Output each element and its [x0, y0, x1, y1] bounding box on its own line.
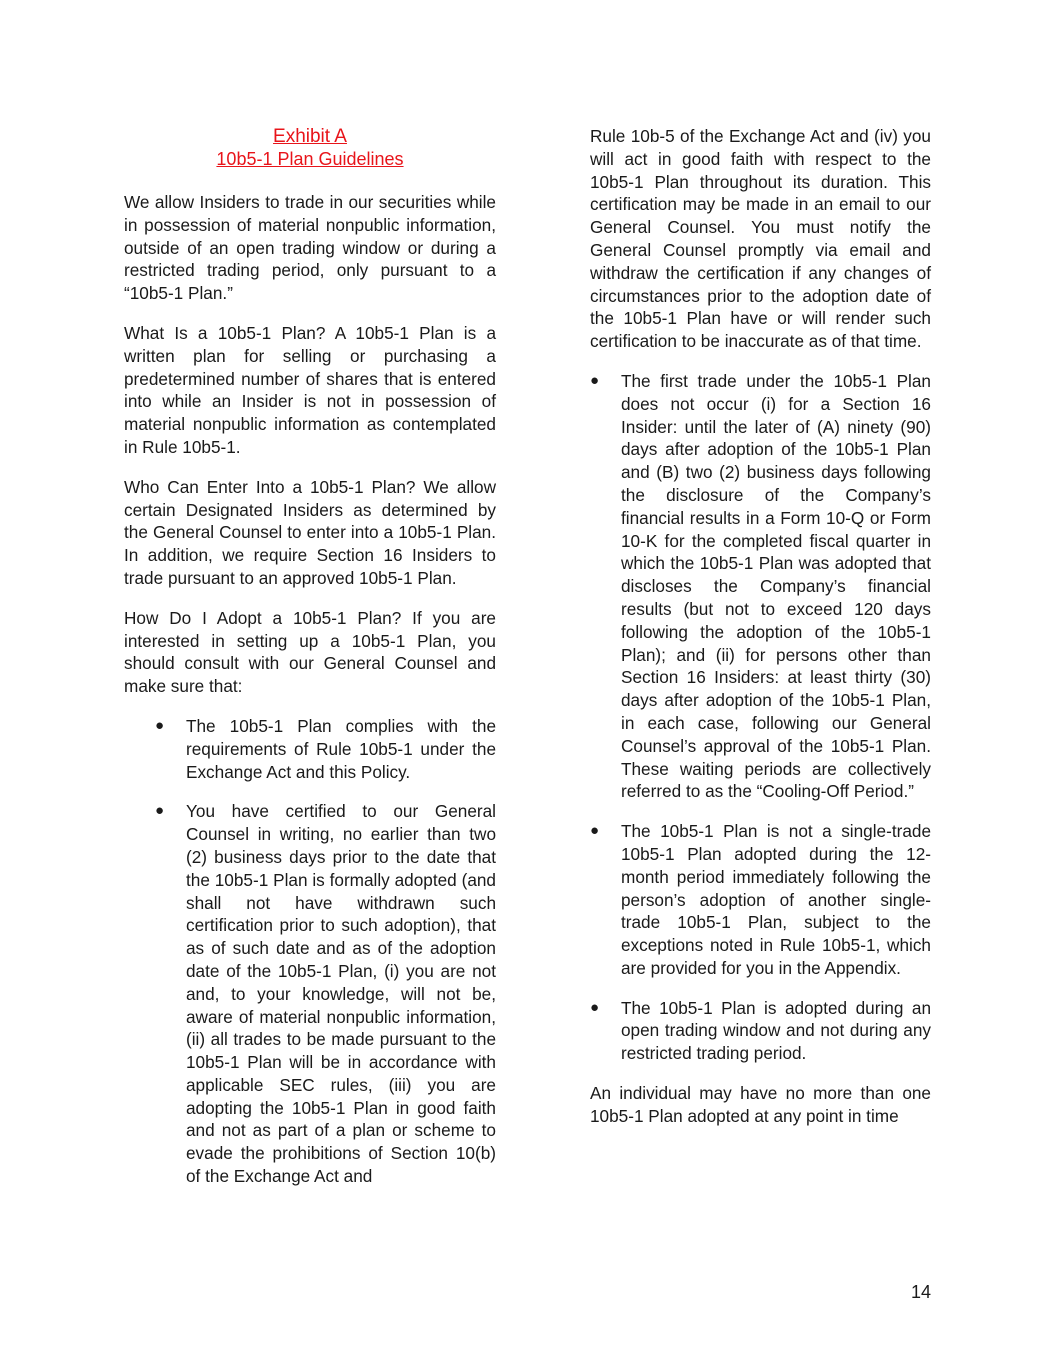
list-item-text: The 10b5-1 Plan complies with the requirements of Rule 10b5-1 under the Exchange Act and this Policy.	[186, 715, 496, 782]
list-item-text: You have certified to our General Counsel in writing, no earlier than two (2) business days prior to the date that the 10b5-1 Plan is formally adopted (and shall not have withdrawn such certification prior to such adoption), that as of such date and as of the adoption date of the 10b5-1 Plan, (i) you are not and, to your knowledge, will not be, aware of material nonpublic information, (ii) all trades to be made pursuant to the 10b5-1 Plan will be in accordance with applicable SEC rules, (iii) you are adopting the 10b5-1 Plan in good faith and not as part of a plan or scheme to evade the prohibitions of Section 10(b) of the Exchange Act and	[186, 801, 496, 1187]
intro-paragraph: We allow Insiders to trade in our securities while in possession of material nonpublic information, outside of an open trading window or during a restricted trading period, only pursuant to a “10b5-1 Plan.”	[124, 192, 496, 304]
list-item	[124, 800, 496, 1188]
what-is-paragraph: What Is a 10b5-1 Plan? A 10b5-1 Plan is a written plan for selling or purchasing a predetermined number of shares that is entered into while an Insider is not in possession of material nonpublic information as contemplated in Rule 10b5-1.	[124, 322, 496, 457]
left-bullet-list	[124, 715, 496, 1188]
list-item-text: The 10b5-1 Plan is adopted during an open trading window and not during any restricted trading period.	[621, 997, 931, 1064]
list-item	[590, 820, 931, 980]
list-item	[590, 997, 931, 1065]
bullet-icon: ●	[155, 716, 165, 734]
right-column	[590, 125, 931, 1145]
left-column	[124, 125, 496, 1205]
bullet-icon: ●	[590, 822, 600, 840]
how-adopt-paragraph: How Do I Adopt a 10b5-1 Plan? If you are interested in setting up a 10b5-1 Plan, you should consult with our General Counsel and make sure that:	[124, 607, 496, 697]
list-item	[590, 370, 931, 803]
list-item-text: The first trade under the 10b5-1 Plan does not occur (i) for a Section 16 Insider: until the later of (A) ninety (90) days after adoption of the 10b5-1 Plan and (B) two (2) business days following the disclosure of the Company’s financial results in a Form 10-Q or Form 10-K for the completed fiscal quarter in which the 10b5-1 Plan was adopted that discloses the Company’s financial results (but not to exceed 120 days following the adoption of the 10b5-1 Plan); and (ii) for persons other than Section 16 Insiders: at least thirty (30) days after adoption of the 10b5-1 Plan, in each case, following our General Counsel’s approval of the 10b5-1 Plan. These waiting periods are collectively referred to as the “Cooling-Off Period.”	[621, 370, 931, 802]
exhibit-title: Exhibit A	[273, 126, 347, 147]
page-number: 14	[910, 1282, 931, 1302]
bullet-icon: ●	[155, 802, 165, 820]
right-bullet-list	[590, 370, 931, 1065]
bullet-icon: ●	[590, 998, 600, 1016]
list-item-text: The 10b5-1 Plan is not a single-trade 10b5-1 Plan adopted during the 12-month period immediately following the person’s adoption of another single-trade 10b5-1 Plan, subject to the exceptions noted in Rule 10b5-1, which are provided for you in the Appendix.	[621, 821, 931, 978]
who-can-paragraph: Who Can Enter Into a 10b5-1 Plan? We allow certain Designated Insiders as determined by the General Counsel to enter into a 10b5-1 Plan. In addition, we require Section 16 Insiders to trade pursuant to an approved 10b5-1 Plan.	[124, 476, 496, 588]
exhibit-subtitle: 10b5-1 Plan Guidelines	[216, 149, 404, 169]
continuation-paragraph: Rule 10b-5 of the Exchange Act and (iv) you will act in good faith with respect to the 10b5-1 Plan throughout its duration. This certification may be made in an email to our General Counsel. You must notify the General Counsel promptly via email and withdraw the certification if any changes of circumstances prior to the adoption date of the 10b5-1 Plan have or will render such certification to be inaccurate as of that time.	[590, 126, 931, 352]
closing-paragraph: An individual may have no more than one 10b5-1 Plan adopted at any point in time	[590, 1083, 931, 1126]
exhibit-heading	[124, 125, 496, 171]
bullet-icon: ●	[590, 371, 600, 389]
list-item	[124, 715, 496, 783]
